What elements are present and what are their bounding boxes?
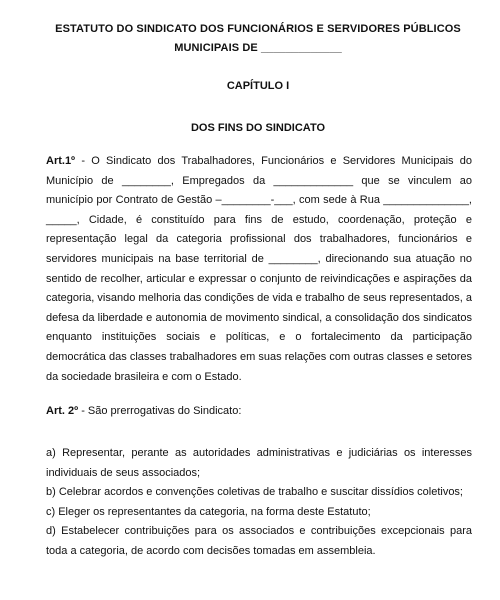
article-2-text: - São prerrogativas do Sindicato: <box>78 405 242 417</box>
article-1-text: - O Sindicato dos Trabalhadores, Funcionários e Servidores Municipais do Município de ________, Empregados da _____________ que se vinculem ao município por Contrato de Gestão –________-___, com sede à Rua ______________, _____, Cidade, é constituído para fins de estudo, coordenação, proteção e representação legal da categoria profissional dos trabalhadores, funcionários e servidores municipais na base territorial de ________, direcionando sua atuação no sentido de recolher, articular e expressar o conjunto de reivindicações e aspirações da categoria, visando melhoria das condições de vida e trabalho de seus representados, a defesa da liberdade e autonomia de movimento sindical, a consolidação dos sindicatos enquanto instituições sociais e políticas, e o fortalecimento da participação democrática das classes trabalhadores em suas relações com outras classes e setores da sociedade brasileira e com o Estado. <box>46 155 472 383</box>
article-2-label: Art. 2º <box>46 405 79 417</box>
title-line-1: ESTATUTO DO SINDICATO DOS FUNCIONÁRIOS E SERVIDORES PÚBLICOS <box>55 23 461 35</box>
list-item: a) Representar, perante as autoridades administrativas e judiciárias os interesses individuais de seus associados; <box>46 447 472 479</box>
article-2-items <box>46 444 472 562</box>
title-line-2: MUNICIPAIS DE _____________ <box>174 42 342 54</box>
chapter-heading: CAPÍTULO I <box>226 80 290 92</box>
list-item: b) Celebrar acordos e convenções coletivas de trabalho e suscitar dissídios coletivos; <box>46 486 463 499</box>
document-title <box>40 20 476 58</box>
list-item: c) Eleger os representantes da categoria, na forma deste Estatuto; <box>46 505 371 518</box>
article-1 <box>46 152 472 387</box>
article-2 <box>46 402 472 422</box>
cut-off-text-line <box>46 591 466 600</box>
article-1-label: Art.1º <box>46 155 76 167</box>
list-item: d) Estabelecer contribuições para os associados e contribuições excepcionais para toda a categoria, de acordo com decisões tomadas em assembleia. <box>46 525 472 557</box>
section-heading: DOS FINS DO SINDICATO <box>190 122 326 134</box>
